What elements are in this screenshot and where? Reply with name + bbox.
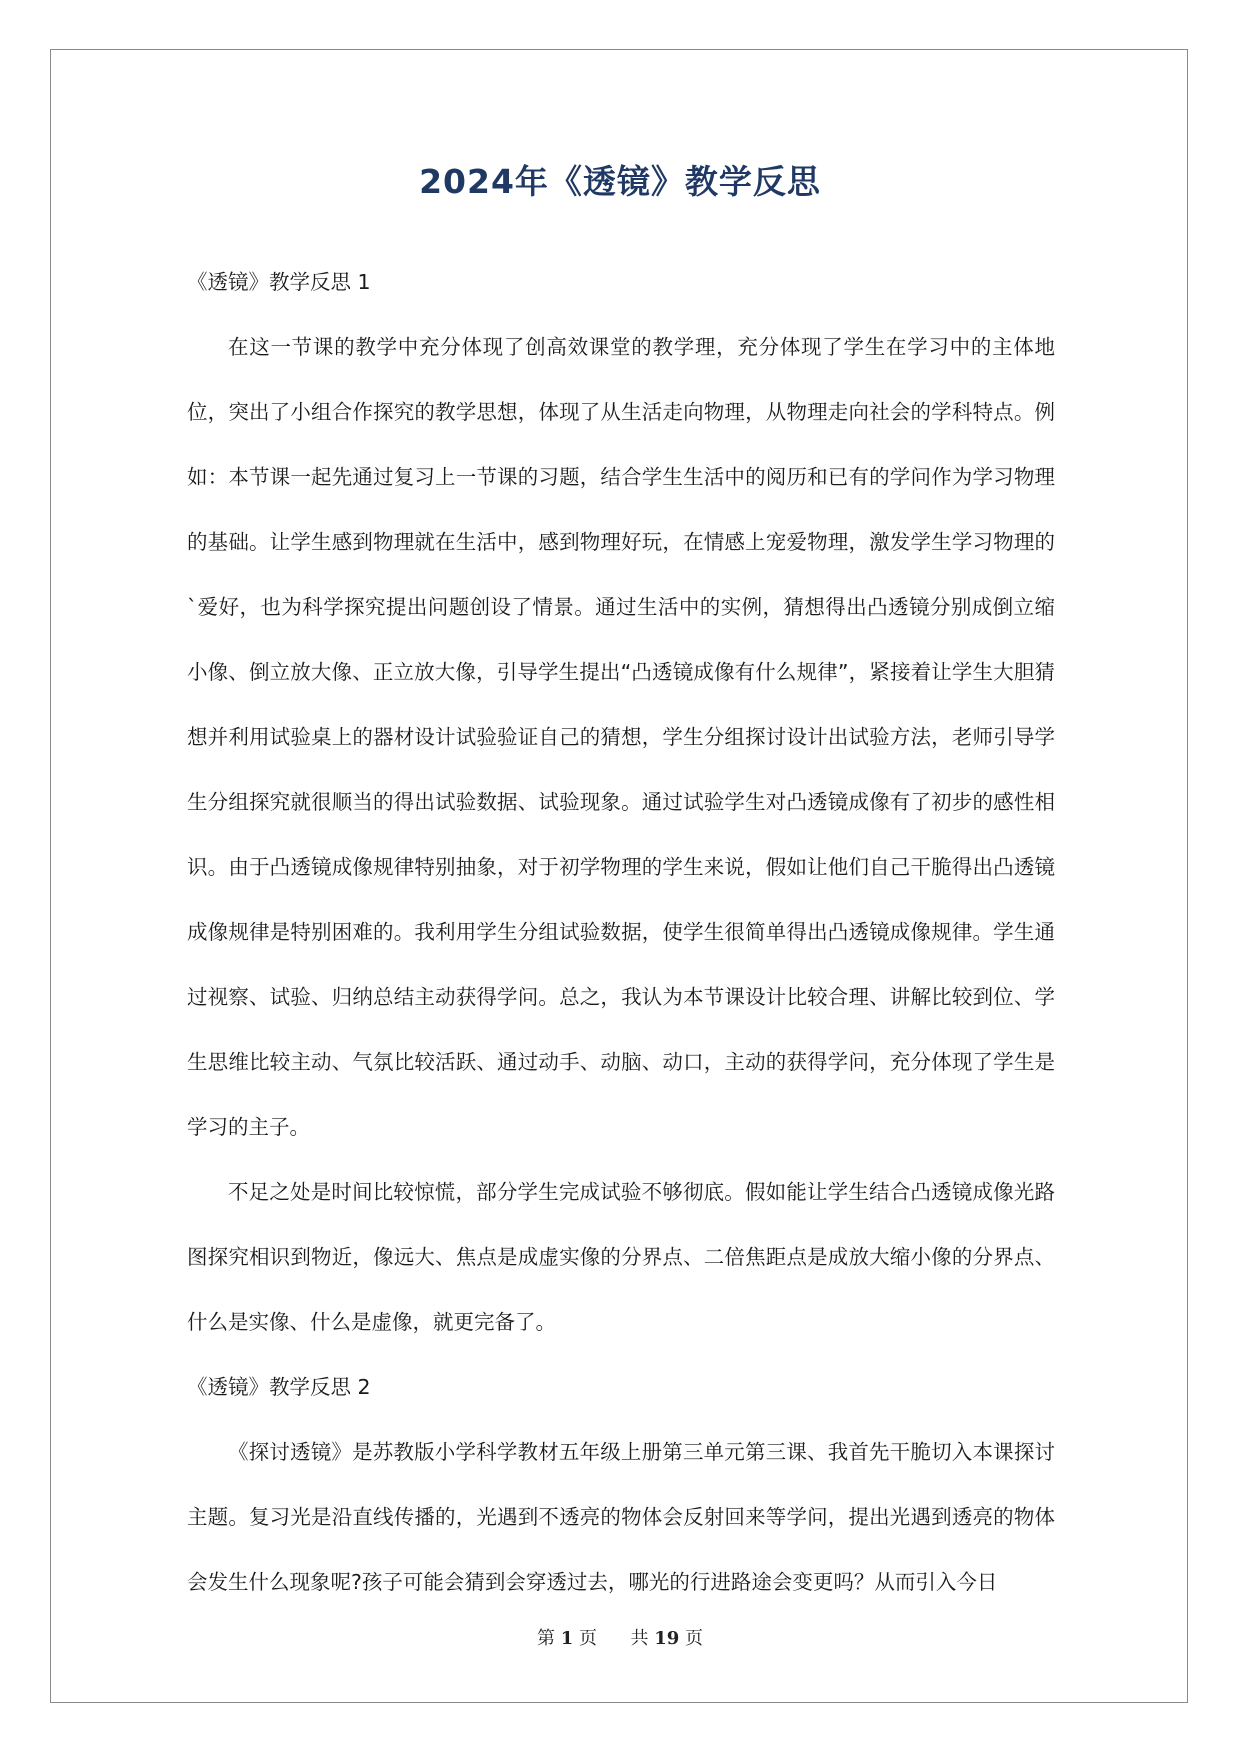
section-heading: 《透镜》教学反思 2 [187, 1375, 371, 1399]
current-page-number: 1 [560, 1628, 574, 1649]
paragraph: 在这一节课的教学中充分体现了创高效课堂的教学理，充分体现了学生在学习中的主体地位，突出了小组合作探究的教学思想，体现了从生活走向物理，从物理走向社会的学科特点。例如：本节课一起先通过复习上一节课的习题，结合学生生活中的阅历和已有的学问作为学习物理的基础。让学生感到物理就在生活中，感到物理好玩，在情感上宠爱物理，激发学生学习物理的`爱好，也为科学探究提出问题创设了情景。通过生活中的实例，猜想得出凸透镜分别成倒立缩小像、倒立放大像、正立放大像，引导学生提出“凸透镜成像有什么规律”，紧接着让学生大胆猜想并利用试验桌上的器材设计试验验证自己的猜想，学生分组探讨设计出试验方法，老师引导学生分组探究就很顺当的得出试验数据、试验现象。通过试验学生对凸透镜成像有了初步的感性相识。由于凸透镜成像规律特别抽象，对于初学物理的学生来说，假如让他们自己干脆得出凸透镜成像规律是特别困难的。我利用学生分组试验数据，使学生很简单得出凸透镜成像规律。学生通过视察、试验、归纳总结主动获得学问。总之，我认为本节课设计比较合理、讲解比较到位、学生思维比较主动、气氛比较活跃、通过动手、动脑、动口，主动的获得学问，充分体现了学生是学习的主子。 [187, 335, 1055, 1139]
document-title: 2024年《透镜》教学反思 [419, 162, 821, 201]
page-footer [0, 1624, 1240, 1650]
section-heading: 《透镜》教学反思 1 [187, 270, 371, 294]
paragraph: 《探讨透镜》是苏教版小学科学教材五年级上册第三单元第三课、我首先干脆切入本课探讨主题。复习光是沿直线传播的，光遇到不透亮的物体会反射回来等学问，提出光遇到透亮的物体会发生什么现象呢?孩子可能会猜到会穿透过去，哪光的行进路途会变更吗？从而引入今日 [187, 1440, 1055, 1594]
total-unit: 页 [685, 1628, 703, 1649]
total-page-count: 19 [654, 1628, 680, 1649]
total-prefix: 共 [630, 1628, 649, 1649]
page-unit: 页 [579, 1628, 597, 1649]
paragraph: 不足之处是时间比较惊慌，部分学生完成试验不够彻底。假如能让学生结合凸透镜成像光路图探究相识到物近，像远大、焦点是成虚实像的分界点、二倍焦距点是成放大缩小像的分界点、什么是实像、什么是虚像，就更完备了。 [187, 1180, 1055, 1334]
document-body [187, 250, 1055, 1615]
page-prefix: 第 [537, 1628, 555, 1649]
